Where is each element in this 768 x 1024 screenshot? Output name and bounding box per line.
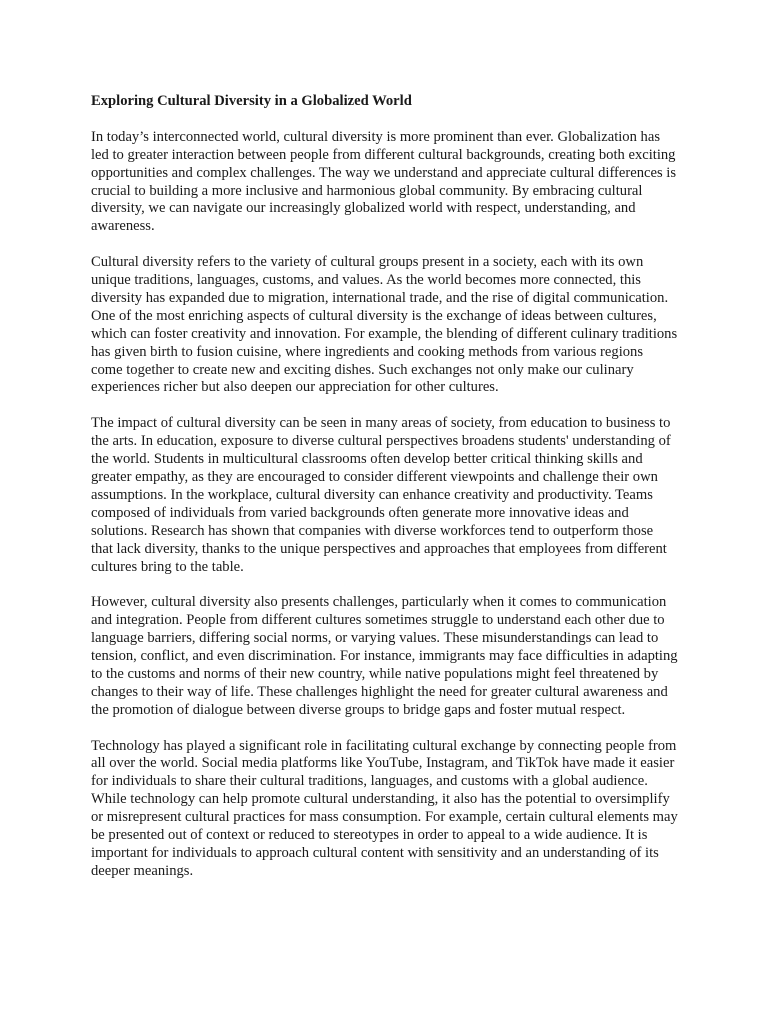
paragraph: However, cultural diversity also presents challenges, particularly when it comes to communication and integration. People from different cultures sometimes struggle to understand each other due to language barriers, differing social norms, or varying values. These misunderstandings can lead to tension, conflict, and even discrimination. For instance, immigrants may face difficulties in adapting to the customs and norms of their new country, while native populations might feel threatened by changes to their way of life. These challenges highlight the need for greater cultural awareness and the promotion of dialogue between diverse groups to bridge gaps and foster mutual respect. [91,594,678,718]
document-title: Exploring Cultural Diversity in a Globalized World [91,93,412,109]
paragraph: Technology has played a significant role in facilitating cultural exchange by connecting people from all over the world. Social media platforms like YouTube, Instagram, and TikTok have made it easier for individuals to share their cultural traditions, languages, and customs with a global audience. While technology can help promote cultural understanding, it also has the potential to oversimplify or misrepresent cultural practices for mass consumption. For example, certain cultural elements may be presented out of context or reduced to stereotypes in order to appeal to a wide audience. It is important for individuals to approach cultural content with sensitivity and an understanding of its deeper meanings. [91,737,678,879]
paragraph: The impact of cultural diversity can be seen in many areas of society, from education to business to the arts. In education, exposure to diverse cultural perspectives broadens students' understanding of the world. Students in multicultural classrooms often develop better critical thinking skills and greater empathy, as they are encouraged to consider different viewpoints and challenge their own assumptions. In the workplace, cultural diversity can enhance creativity and productivity. Teams composed of individuals from varied backgrounds often generate more innovative ideas and solutions. Research has shown that companies with diverse workforces tend to outperform those that lack diversity, thanks to the unique perspectives and approaches that employees from different cultures bring to the table. [91,415,671,575]
paragraph: Cultural diversity refers to the variety of cultural groups present in a society, each with its own unique traditions, languages, customs, and values. As the world becomes more connected, this diversity has expanded due to migration, international trade, and the rise of digital communication. One of the most enriching aspects of cultural diversity is the exchange of ideas between cultures, which can foster creativity and innovation. For example, the blending of different culinary traditions has given birth to fusion cuisine, where ingredients and cooking methods from various regions come together to create new and exciting dishes. Such exchanges not only make our culinary experiences richer but also deepen our appreciation for other cultures. [91,254,678,396]
paragraph: In today’s interconnected world, cultural diversity is more prominent than ever. Globalization has led to greater interaction between people from different cultural backgrounds, creating both exciting opportunities and complex challenges. The way we understand and appreciate cultural differences is crucial to building a more inclusive and harmonious global community. By embracing cultural diversity, we can navigate our increasingly globalized world with respect, understanding, and awareness. [91,128,677,235]
document-body [91,93,678,899]
